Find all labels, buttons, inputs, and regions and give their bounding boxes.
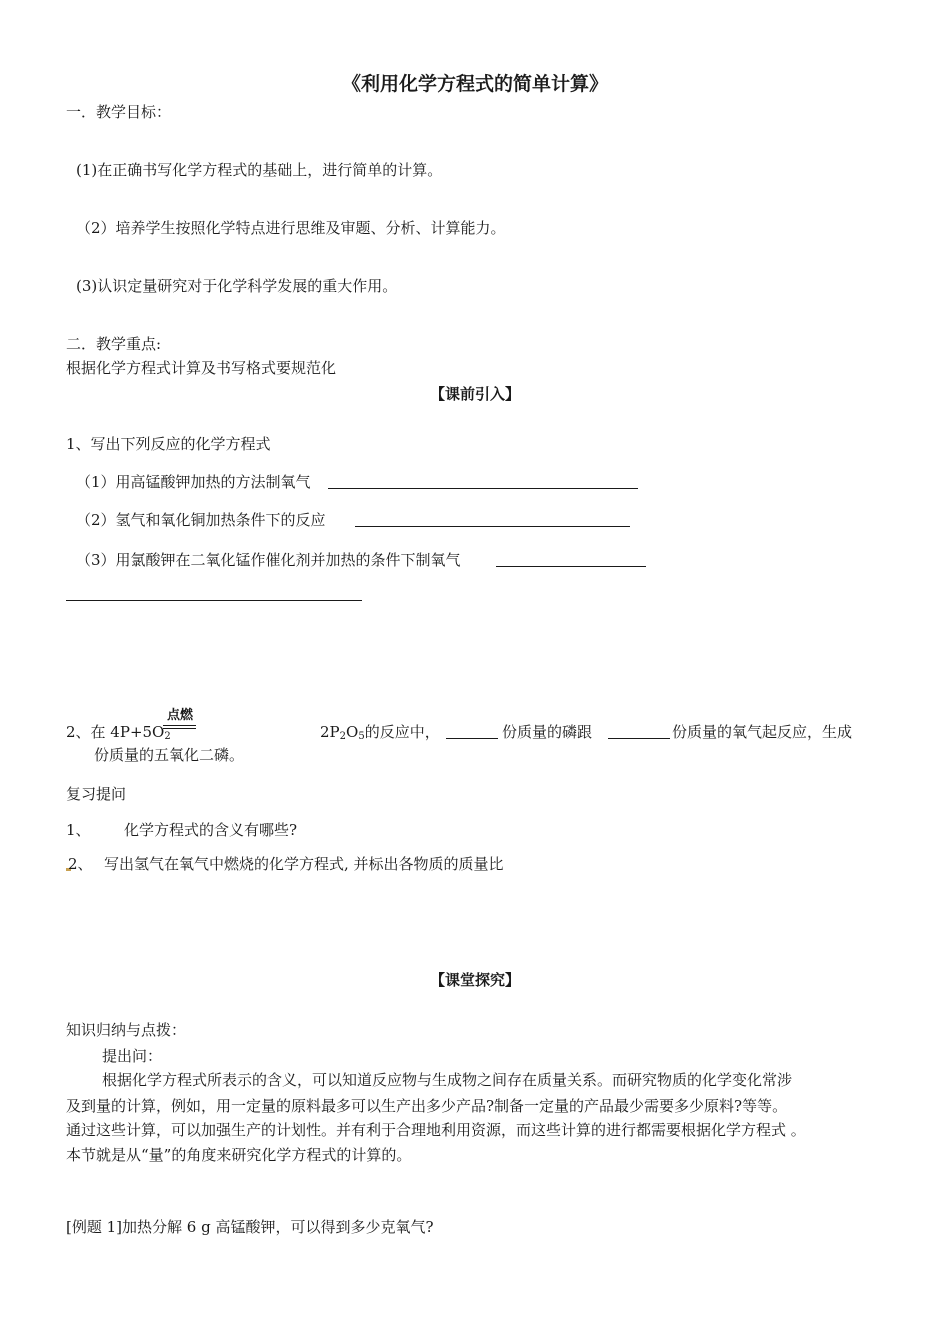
intro-sub-2: （2）氢气和氧化铜加热条件下的反应 [76,511,326,529]
example-1: [例题 1]加热分解 6 g 高锰酸钾，可以得到多少克氧气? [66,1218,434,1236]
objective-3: (3)认识定量研究对于化学科学发展的重大作用。 [76,277,398,295]
explore-heading: 【课堂探究】 [429,971,520,989]
intro-question-2-prefix: 2、在 $4P+5O_2$ [66,723,171,742]
explore-paragraph-line-2: 及到量的计算，例如，用一定量的原料最多可以生产出多少产品?制备一定量的产品最少需要多少原料?等等。 [66,1097,788,1115]
intro-heading: 【课前引入】 [429,385,520,403]
review-heading: 复习提问 [66,785,127,803]
answer-blank-3[interactable] [496,566,646,567]
review-item-2-text: 写出氢气在氧气中燃烧的化学方程式, 并标出各物质的质量比 [104,855,504,873]
intro-sub-1: （1）用高锰酸钾加热的方法制氧气 [76,473,311,491]
intro-question-2-mid3: 份质量的氧气起反应，生成 [672,723,853,741]
explore-paragraph-line-1: 根据化学方程式所表示的含义，可以知道反应物与生成物之间存在质量关系。而研究物质的化学变化常涉 [102,1071,793,1089]
explore-ask: 提出问： [102,1047,163,1065]
objective-2: （2）培养学生按照化学特点进行思维及审题、分析、计算能力。 [76,219,506,237]
review-item-1-num: 1、 [66,821,91,839]
answer-blank-2[interactable] [355,526,630,527]
intro-question-2-line2: 份质量的五氧化二磷。 [94,746,245,764]
reaction-condition-label: 点燃 [166,708,193,723]
explore-subheading: 知识归纳与点拨： [66,1021,187,1039]
answer-blank-3-continued[interactable] [66,600,362,601]
answer-blank-1[interactable] [328,488,638,489]
equals-bar-bottom [163,728,196,729]
document-title: 《利用化学方程式的简单计算》 [341,73,608,95]
equals-bar-top [163,725,196,726]
review-item-2-num: 2、 [68,855,93,873]
review-item-1-text: 化学方程式的含义有哪些? [124,821,298,839]
reaction-condition [162,708,198,742]
objective-1: (1)在正确书写化学方程式的基础上，进行简单的计算。 [76,161,443,179]
section1-heading: 一．教学目标： [66,103,172,121]
explore-paragraph-line-3: 通过这些计算，可以加强生产的计划性。并有利于合理地利用资源，而这些计算的进行都需要根据化学方程式 。 [66,1121,806,1139]
blank-phosphorus-mass[interactable] [446,738,498,739]
intro-question-2-product: $2P_2O_5$的反应中， [320,723,440,742]
section2-heading: 二．教学重点: [66,335,162,353]
blank-oxygen-mass[interactable] [608,738,670,739]
explore-paragraph-line-4: 本节就是从“量”的角度来研究化学方程式的计算的。 [66,1146,412,1164]
intro-question-1: 1、写出下列反应的化学方程式 [66,435,271,453]
intro-sub-3: （3）用氯酸钾在二氧化锰作催化剂并加热的条件下制氧气 [76,551,461,569]
intro-question-2-mid2: 份质量的磷跟 [502,723,593,741]
section2-text: 根据化学方程式计算及书写格式要规范化 [66,359,337,377]
